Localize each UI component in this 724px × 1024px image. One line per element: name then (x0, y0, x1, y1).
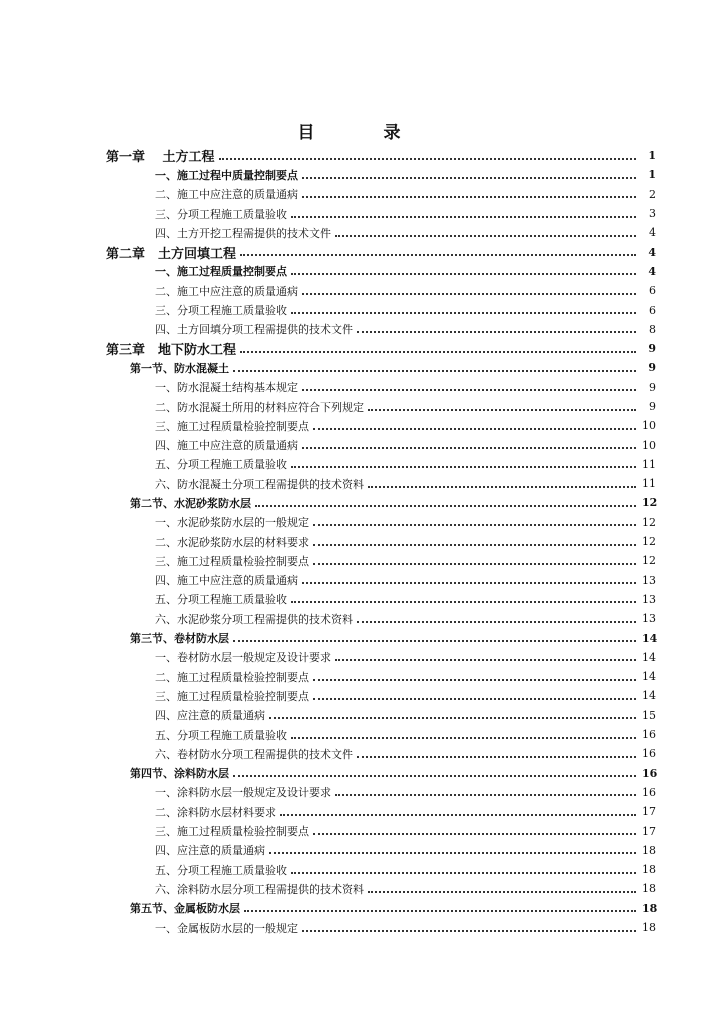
toc-entry-label: 四、应注意的质量通病 (155, 844, 265, 858)
toc-page-number: 9 (648, 361, 656, 375)
toc-leader-dots (280, 814, 636, 816)
toc-page-number: 9 (648, 342, 656, 356)
toc-page-number: 18 (642, 863, 656, 877)
toc-entry-label: 六、水泥砂浆分项工程需提供的技术资料 (155, 612, 353, 626)
toc-leader-dots (219, 158, 636, 160)
toc-page-number: 14 (642, 670, 656, 684)
toc-entry[interactable] (0, 802, 656, 821)
toc-entry[interactable] (0, 513, 656, 532)
toc-entry-label: 一、施工过程质量控制要点 (155, 265, 287, 279)
toc-entry-label: 一、卷材防水层一般规定及设计要求 (155, 651, 331, 665)
toc-page-number: 18 (642, 843, 656, 857)
toc-entry-label: 二、防水混凝土所用的材料应符合下列规定 (155, 400, 364, 414)
toc-entry-label: 四、施工中应注意的质量通病 (155, 574, 298, 588)
toc-entry-label: 一、涂料防水层一般规定及设计要求 (155, 786, 331, 800)
toc-leader-dots (233, 640, 636, 642)
toc-leader-dots (357, 756, 636, 758)
toc-entry-label: 二、水泥砂浆防水层的材料要求 (155, 535, 309, 549)
toc-entry-label: 第一节、防水混凝土 (130, 361, 229, 375)
toc-entry[interactable] (0, 899, 656, 918)
toc-entry-label: 五、分项工程施工质量验收 (155, 593, 287, 607)
toc-page-number: 14 (642, 631, 658, 645)
toc-page-number: 3 (649, 207, 656, 221)
toc-leader-dots (291, 312, 636, 314)
toc-leader-dots (302, 930, 636, 932)
toc-page-number: 11 (642, 457, 656, 471)
toc-leader-dots (313, 524, 636, 526)
toc-entry[interactable] (0, 590, 656, 609)
toc-leader-dots (302, 196, 636, 198)
toc-entry-label: 二、施工中应注意的质量通病 (155, 284, 298, 298)
toc-title: 目 录 (297, 123, 427, 143)
toc-entry[interactable] (0, 223, 656, 242)
toc-page-number: 12 (642, 554, 656, 568)
toc-entry-label: 六、涂料防水层分项工程需提供的技术资料 (155, 882, 364, 896)
toc-entry-label: 三、施工过程质量检验控制要点 (155, 689, 309, 703)
toc-leader-dots (357, 331, 636, 333)
toc-entry-label: 二、涂料防水层材料要求 (155, 805, 276, 819)
toc-page-number: 16 (642, 766, 658, 780)
toc-entry[interactable] (0, 358, 656, 377)
toc-entry[interactable] (0, 860, 656, 879)
toc-leader-dots (335, 235, 636, 237)
toc-entry[interactable] (0, 146, 656, 165)
toc-page-number: 4 (648, 245, 656, 259)
toc-entry[interactable] (0, 320, 656, 339)
toc-entry[interactable] (0, 725, 656, 744)
toc-entry[interactable] (0, 281, 656, 300)
toc-page-number: 12 (642, 496, 658, 510)
toc-page-number: 9 (649, 380, 656, 394)
toc-leader-dots (269, 717, 636, 719)
toc-page-number: 18 (642, 921, 656, 935)
toc-page-number: 13 (642, 612, 656, 626)
toc-leader-dots (244, 910, 636, 912)
toc-entry-label: 第二章 土方回填工程 (106, 246, 237, 262)
toc-entry-label: 四、施工中应注意的质量通病 (155, 439, 298, 453)
toc-leader-dots (302, 293, 636, 295)
toc-page-number: 12 (642, 515, 656, 529)
toc-entry-label: 五、分项工程施工质量验收 (155, 728, 287, 742)
toc-entry[interactable] (0, 165, 656, 184)
toc-leader-dots (335, 659, 636, 661)
toc-entry-label: 二、施工过程质量检验控制要点 (155, 670, 309, 684)
toc-leader-dots (302, 177, 636, 179)
toc-page-number: 11 (642, 477, 656, 491)
toc-entry-label: 三、施工过程质量检验控制要点 (155, 825, 309, 839)
toc-leader-dots (233, 370, 636, 372)
toc-entry-label: 六、防水混凝土分项工程需提供的技术资料 (155, 477, 364, 491)
toc-entry[interactable] (0, 397, 656, 416)
toc-page-number: 17 (642, 805, 656, 819)
toc-entry-label: 第二节、水泥砂浆防水层 (130, 496, 251, 510)
toc-entry[interactable] (0, 435, 656, 454)
toc-entry-label: 五、分项工程施工质量验收 (155, 458, 287, 472)
toc-entry-label: 第四节、涂料防水层 (130, 767, 229, 781)
toc-entry[interactable] (0, 204, 656, 223)
toc-page-number: 17 (642, 824, 656, 838)
toc-page-number: 4 (649, 226, 656, 240)
toc-entry[interactable] (0, 532, 656, 551)
toc-page-number: 10 (642, 438, 656, 452)
toc-entry-label: 一、水泥砂浆防水层的一般规定 (155, 516, 309, 530)
toc-entry-label: 三、分项工程施工质量验收 (155, 304, 287, 318)
toc-entry-label: 四、应注意的质量通病 (155, 709, 265, 723)
toc-entry-label: 第三节、卷材防水层 (130, 632, 229, 646)
toc-entry[interactable] (0, 918, 656, 937)
toc-entry-label: 四、土方开挖工程需提供的技术文件 (155, 226, 331, 240)
toc-leader-dots (240, 254, 636, 256)
toc-entry-label: 一、防水混凝土结构基本规定 (155, 381, 298, 395)
toc-leader-dots (240, 351, 636, 353)
toc-entry[interactable] (0, 474, 656, 493)
toc-list (0, 146, 724, 937)
toc-page-number: 18 (642, 901, 658, 915)
toc-leader-dots (302, 447, 636, 449)
toc-entry-label: 第三章 地下防水工程 (106, 343, 237, 359)
toc-leader-dots (291, 601, 636, 603)
toc-entry[interactable] (0, 783, 656, 802)
toc-entry[interactable] (0, 841, 656, 860)
toc-entry-label: 六、卷材防水分项工程需提供的技术文件 (155, 747, 353, 761)
toc-entry-label: 三、施工过程质量检验控制要点 (155, 419, 309, 433)
toc-leader-dots (335, 794, 636, 796)
toc-entry[interactable] (0, 648, 656, 667)
toc-leader-dots (313, 563, 636, 565)
toc-entry[interactable] (0, 879, 656, 898)
toc-leader-dots (269, 852, 636, 854)
toc-entry[interactable] (0, 686, 656, 705)
toc-leader-dots (302, 389, 636, 391)
toc-leader-dots (255, 505, 636, 507)
toc-page-number: 9 (649, 400, 656, 413)
toc-entry[interactable] (0, 455, 656, 474)
toc-entry[interactable] (0, 744, 656, 763)
toc-entry[interactable] (0, 242, 656, 261)
toc-leader-dots (357, 621, 636, 623)
toc-page-number: 1 (648, 149, 656, 163)
toc-page-number: 18 (642, 882, 656, 896)
toc-entry[interactable] (0, 667, 656, 686)
toc-leader-dots (368, 409, 636, 411)
toc-entry[interactable] (0, 571, 656, 590)
toc-leader-dots (313, 679, 636, 681)
toc-page-number: 16 (642, 728, 656, 742)
toc-page-number: 6 (649, 303, 656, 317)
toc-leader-dots (368, 486, 636, 488)
toc-leader-dots (313, 833, 636, 835)
toc-entry[interactable] (0, 493, 656, 512)
toc-entry-label: 五、分项工程施工质量验收 (155, 863, 287, 877)
toc-entry-label: 四、土方回填分项工程需提供的技术文件 (155, 323, 353, 337)
toc-leader-dots (313, 544, 636, 546)
toc-entry-label: 第五节、金属板防水层 (130, 902, 240, 916)
toc-page-number: 2 (649, 187, 656, 201)
toc-page-number: 16 (642, 785, 656, 799)
toc-leader-dots (291, 273, 636, 275)
toc-entry-label: 第一章 土方工程 (106, 150, 215, 166)
toc-leader-dots (291, 872, 636, 874)
toc-entry[interactable] (0, 339, 656, 358)
toc-page-number: 6 (649, 284, 656, 298)
toc-entry[interactable] (0, 821, 656, 840)
toc-leader-dots (368, 891, 636, 893)
toc-entry-label: 一、金属板防水层的一般规定 (155, 921, 298, 935)
toc-page-number: 13 (642, 592, 656, 606)
toc-page-number: 14 (642, 650, 656, 664)
toc-leader-dots (233, 775, 636, 777)
toc-page-number: 12 (642, 535, 656, 549)
toc-entry[interactable] (0, 764, 656, 783)
toc-entry-label: 三、施工过程质量检验控制要点 (155, 554, 309, 568)
toc-page-number: 1 (648, 168, 656, 182)
toc-entry[interactable] (0, 185, 656, 204)
toc-entry[interactable] (0, 416, 656, 435)
toc-page-number: 15 (642, 708, 656, 722)
toc-leader-dots (291, 466, 636, 468)
toc-entry-label: 一、施工过程中质量控制要点 (155, 168, 298, 182)
toc-entry[interactable] (0, 378, 656, 397)
toc-leader-dots (291, 737, 636, 739)
toc-page-number: 14 (642, 689, 656, 703)
toc-leader-dots (302, 582, 636, 584)
toc-page-number: 16 (642, 747, 656, 761)
toc-entry-label: 三、分项工程施工质量验收 (155, 207, 287, 221)
toc-entry-label: 二、施工中应注意的质量通病 (155, 188, 298, 202)
toc-page-number: 4 (648, 264, 656, 278)
toc-leader-dots (313, 428, 636, 430)
toc-leader-dots (291, 216, 636, 218)
toc-entry[interactable] (0, 262, 656, 281)
toc-entry[interactable] (0, 551, 656, 570)
toc-entry[interactable] (0, 628, 656, 647)
toc-entry[interactable] (0, 706, 656, 725)
toc-entry[interactable] (0, 300, 656, 319)
toc-entry[interactable] (0, 609, 656, 628)
toc-page-number: 13 (642, 573, 656, 587)
toc-leader-dots (313, 698, 636, 700)
toc-page-number: 10 (642, 419, 656, 433)
toc-page-number: 8 (649, 322, 656, 336)
